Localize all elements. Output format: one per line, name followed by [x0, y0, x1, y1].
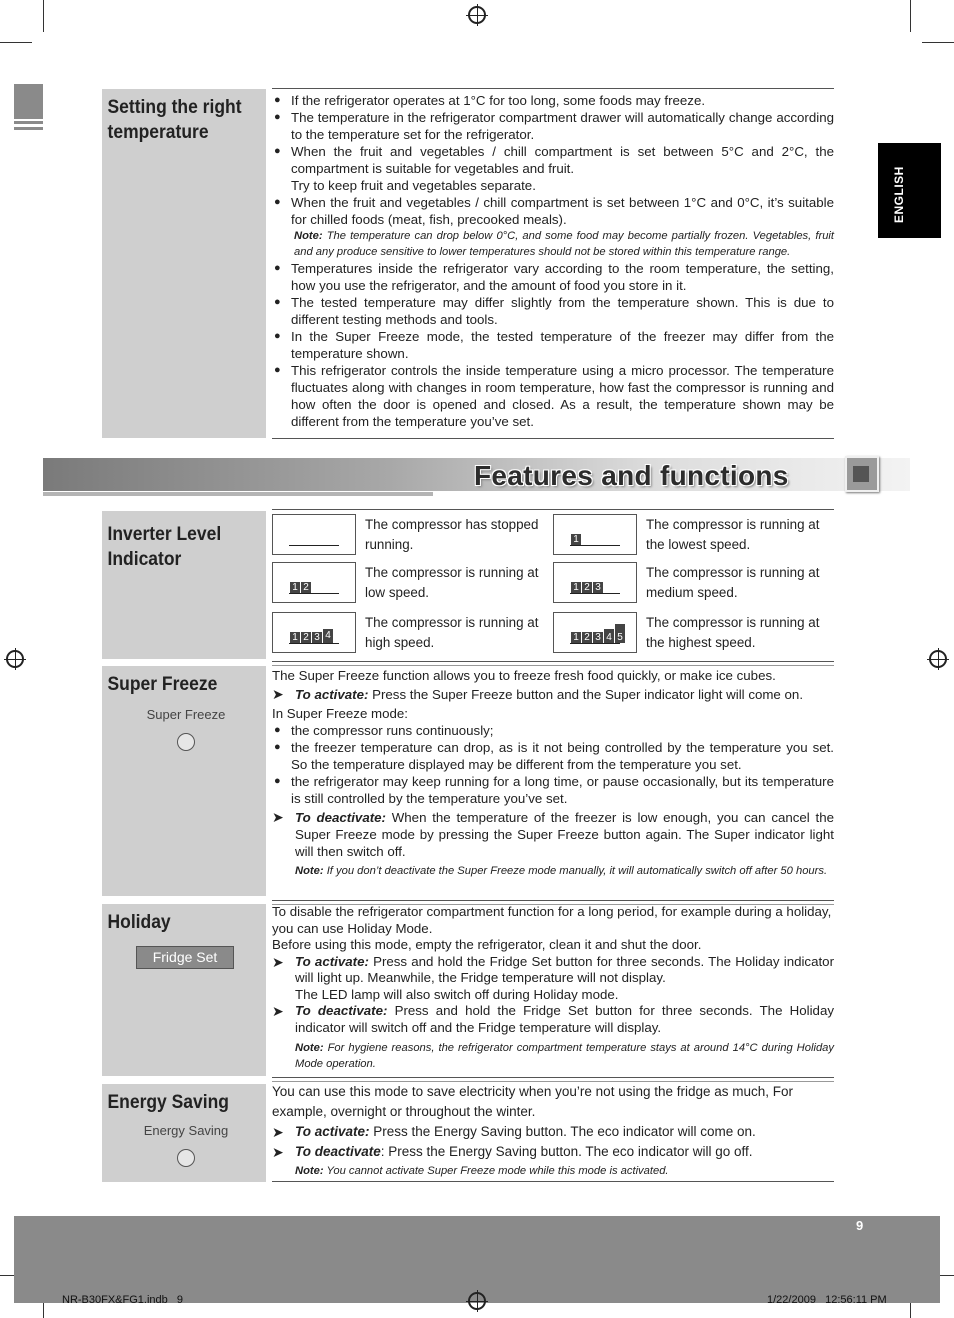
note-text: If you don’t deactivate the Super Freeze mode manually, it will automatically switch off after 50 hours.: [326, 865, 828, 877]
inverter-indicator-3: 1 2 3: [553, 562, 637, 603]
holiday-activate: [272, 954, 834, 1004]
super-freeze-label-panel: [102, 666, 266, 896]
holiday-label-panel: [102, 904, 266, 1076]
temperature-bullet: ● When the fruit and vegetables / chill compartment is set between 1°C and 0°C, it’s suitable for chilled foods (meat, fish, precooked meals).: [272, 194, 834, 228]
activate-label: To activate:: [295, 953, 369, 969]
inverter-text: The compressor is running at medium speed.: [646, 565, 820, 600]
energy-note: [272, 1162, 834, 1180]
temperature-content: [272, 92, 834, 430]
temperature-note: [272, 228, 834, 260]
crop-mark: [922, 42, 954, 43]
note-text: The temperature can drop below 0°C, and some food may become partially frozen. Vegetables, fruit and any produce sensitive to lower temperatures should not be stored within this temperature range.: [294, 230, 835, 258]
inverter-indicator-2: 1 2: [272, 562, 356, 603]
temperature-heading: Setting the right temperature: [107, 97, 242, 143]
language-tab-label: ENGLISH: [892, 166, 906, 223]
holiday-content: [272, 904, 834, 1072]
decorative-block: [14, 84, 43, 119]
note-label: Note:: [295, 865, 324, 877]
energy-activate: [272, 1122, 834, 1142]
section-rule: [272, 900, 834, 901]
temperature-label-panel: [102, 89, 266, 438]
language-tab: [878, 143, 941, 238]
temperature-bullet: [272, 143, 834, 194]
activate-label: To activate:: [295, 687, 369, 702]
holiday-intro-2: Before using this mode, empty the refrigerator, clean it and shut the door.: [272, 937, 702, 952]
inverter-text: The compressor is running at low speed.: [365, 565, 539, 600]
deactivate-text: Press and hold the Fridge Set button for three seconds. The Holiday indicator will switch off and the Fridge temperature will display.: [295, 1003, 834, 1035]
deactivate-label: To deactivate: [295, 1144, 381, 1159]
activate-text: Press the Super Freeze button and the Super indicator light will come on.: [368, 687, 804, 702]
inverter-text: The compressor is running at high speed.: [365, 615, 539, 650]
temperature-bullet: ● The temperature in the refrigerator compartment drawer will automatically change according to the temperature set for the refrigerator.: [272, 109, 834, 143]
note-label: Note:: [294, 230, 323, 242]
temperature-bullet: ● In the Super Freeze mode, the tested temperature of the freezer may differ from the temperature shown.: [272, 328, 834, 362]
super-freeze-note: [272, 863, 834, 879]
super-freeze-heading: Super Freeze: [107, 674, 218, 695]
registration-mark-icon: [468, 1292, 486, 1310]
section-title: Features and functions: [474, 460, 789, 491]
energy-deactivate: [272, 1142, 834, 1162]
banner-square-icon: [845, 456, 879, 492]
crop-mark: [0, 42, 32, 43]
registration-mark-icon: [6, 650, 24, 668]
super-freeze-button[interactable]: [177, 733, 195, 751]
inverter-text: The compressor has stopped running.: [365, 517, 539, 552]
temperature-extra-line: Try to keep fruit and vegetables separate.: [291, 178, 536, 193]
temperature-bullet: ● Temperatures inside the refrigerator vary according to the room temperature, the setting, how you use the refrigerator, and the amount of food you store in it.: [272, 260, 834, 294]
decorative-stripe: [14, 127, 43, 130]
super-freeze-deactivate: [272, 809, 834, 860]
deactivate-label: To deactivate:: [295, 810, 386, 825]
inverter-text: The compressor is running at the highest speed.: [646, 615, 820, 650]
temperature-bullet: ● If the refrigerator operates at 1°C for too long, some foods may freeze.: [272, 92, 834, 109]
footer-timestamp: 1/22/2009 12:56:11 PM: [767, 1294, 887, 1306]
inverter-indicator-4: 1 2 3 4: [272, 612, 356, 653]
inverter-indicator-0: [272, 514, 356, 555]
note-label: Note:: [295, 1165, 324, 1177]
decorative-stripe: [14, 121, 43, 124]
holiday-note: [272, 1040, 834, 1072]
super-freeze-bullet: ● the freezer temperature can drop, as is it not being controlled by the temperature you set. So the temperature displayed may be different from the temperature you set.: [272, 739, 834, 773]
activate-label: To activate:: [295, 1124, 370, 1139]
fridge-set-button[interactable]: Fridge Set: [136, 946, 234, 969]
banner-underline: [43, 492, 433, 496]
section-rule: [272, 438, 834, 439]
activate-text: Press the Energy Saving button. The eco indicator will come on.: [369, 1124, 756, 1139]
section-rule: [272, 1077, 834, 1078]
note-label: Note:: [295, 1042, 324, 1054]
footer-file: NR-B30FX&FG1.indb 9: [62, 1294, 184, 1306]
section-rule: [272, 665, 834, 666]
energy-heading: Energy Saving: [107, 1092, 229, 1113]
energy-intro: You can use this mode to save electricity when you’re not using the fridge as much, For example, overnight or throughout the winter.: [272, 1084, 794, 1119]
holiday-intro: To disable the refrigerator compartment function for a long period, for example during a holiday, you can use Holiday Mode.: [272, 904, 832, 936]
page-number: 9: [856, 1218, 864, 1233]
inverter-text: The compressor is running at the lowest speed.: [646, 517, 820, 552]
crop-mark: [43, 0, 44, 32]
activate-text: Press and hold the Fridge Set button for three seconds. The Holiday indicator will light up. Meanwhile, the Fridge temperature will not display.: [295, 953, 834, 985]
inverter-indicator-5: 1 2 3 4 5: [553, 612, 637, 653]
inverter-indicator-1: 1: [553, 514, 637, 555]
energy-saving-button[interactable]: [177, 1149, 195, 1167]
section-rule: [272, 88, 834, 89]
holiday-heading: Holiday: [107, 912, 171, 933]
energy-button-caption: Energy Saving: [143, 1123, 229, 1138]
energy-content: [272, 1082, 834, 1180]
crop-mark: [910, 0, 911, 32]
registration-mark-icon: [929, 650, 947, 668]
super-freeze-bullet: ● the compressor runs continuously;: [272, 722, 834, 739]
temperature-bullet-text: When the fruit and vegetables / chill compartment is set between 5°C and 2°C, the compartment is suitable for vegetables and fruit.: [291, 144, 834, 176]
section-rule: [272, 661, 834, 662]
super-freeze-mode-intro: In Super Freeze mode:: [272, 706, 408, 721]
super-freeze-intro: The Super Freeze function allows you to freeze fresh food quickly, or make ice cubes.: [272, 668, 776, 683]
holiday-deactivate: [272, 1003, 834, 1036]
deactivate-text: When the temperature of the freezer is low enough, you can cancel the Super Freeze mode by pressing the Super Freeze button again. The Super indicator light will then switch off.: [295, 810, 834, 859]
deactivate-text: : Press the Energy Saving button. The eco indicator will go off.: [380, 1144, 753, 1159]
note-text: For hygiene reasons, the refrigerator compartment temperature stays at around 14°C during Holiday Mode operation.: [295, 1042, 834, 1070]
registration-mark-icon: [468, 6, 486, 24]
temperature-bullet: ● The tested temperature may differ slightly from the temperature shown. This is due to different testing methods and tools.: [272, 294, 834, 328]
activate-extra: The LED lamp will also switch off during Holiday mode.: [295, 986, 619, 1002]
note-text: You cannot activate Super Freeze mode while this mode is activated.: [326, 1165, 669, 1177]
super-freeze-bullet: ● the refrigerator may keep running for a long time, or pause occasionally, but its temperature is still controlled by the temperature you’ve set.: [272, 773, 834, 807]
super-freeze-activate: [272, 686, 834, 703]
deactivate-label: To deactivate:: [295, 1003, 388, 1018]
section-rule: [272, 1181, 834, 1182]
section-rule: [272, 509, 834, 510]
temperature-bullet: ● This refrigerator controls the inside temperature using a micro processor. The temperature fluctuates along with changes in room temperature, how fast the compressor is running and how often the door is opened and closed. As a result, the temperature shown may be different from the temperature you’ve set.: [272, 362, 834, 430]
inverter-label-panel: [102, 511, 266, 659]
super-freeze-content: [272, 667, 834, 879]
inverter-heading: Inverter Level Indicator: [107, 524, 222, 570]
super-freeze-button-caption: Super Freeze: [146, 707, 226, 722]
